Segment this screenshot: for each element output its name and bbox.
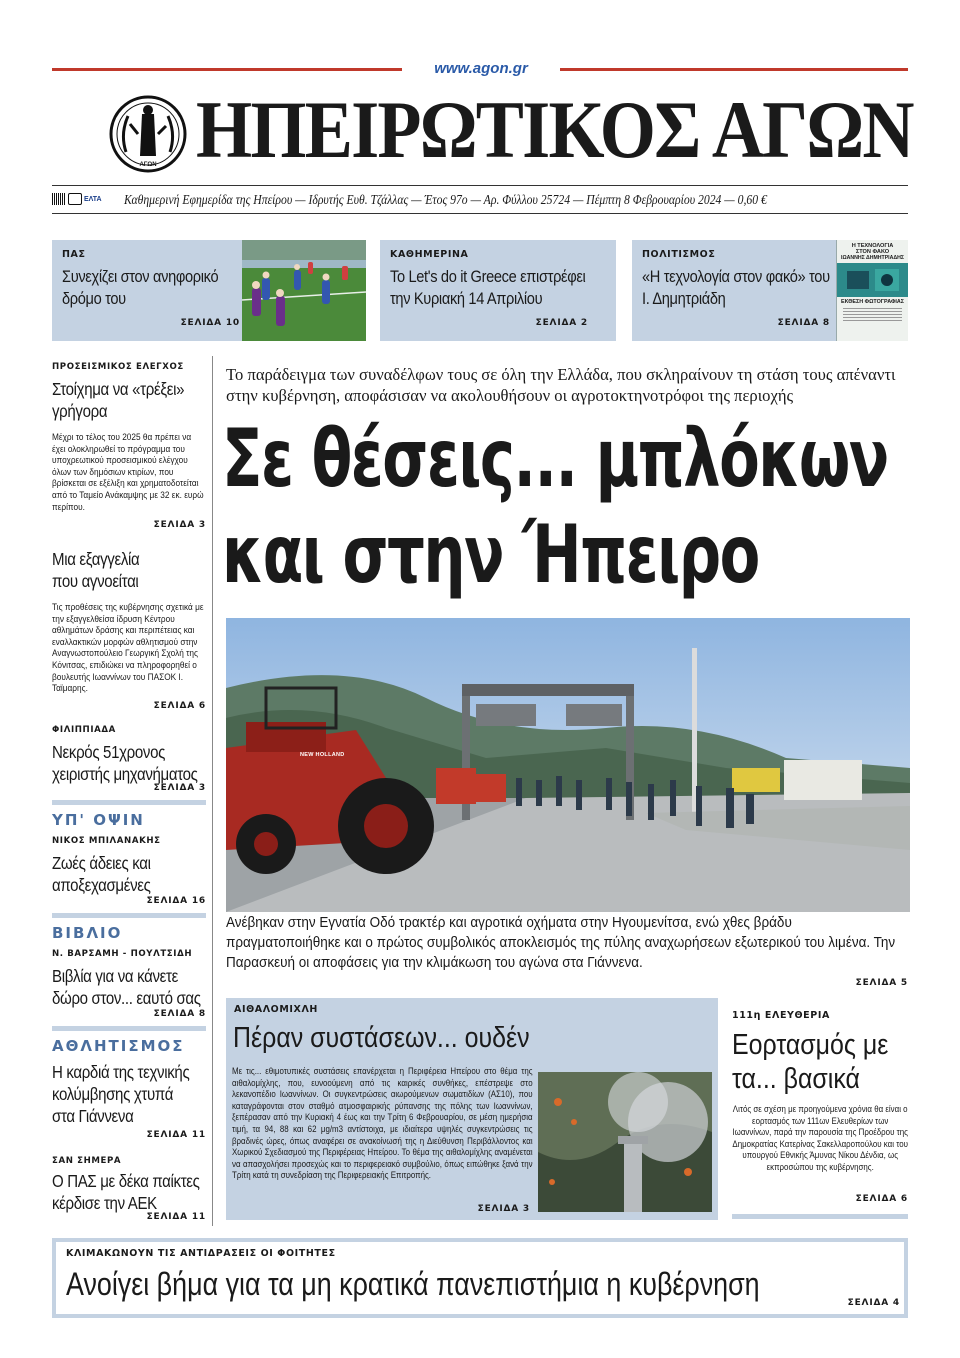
tractor-sign: NEW HOLLAND: [300, 752, 345, 758]
teaser-box-2[interactable]: [380, 240, 616, 341]
liberation-divider: [732, 1214, 908, 1219]
teaser-kicker: ΠΑΣ: [62, 249, 86, 260]
sidebar-title[interactable]: Μια εξαγγελία που αγνοείται: [52, 549, 140, 591]
teaser-box-1[interactable]: [52, 240, 366, 341]
teaser-page-ref: ΣΕΛΙΔΑ 8: [777, 318, 830, 328]
liberation-page-ref: ΣΕΛΙΔΑ 6: [855, 1194, 908, 1204]
sidebar-title[interactable]: Νεκρός 51χρονος χειριστής μηχανήματος: [52, 742, 198, 784]
sidebar-page-ref: ΣΕΛΙΔΑ 6: [153, 701, 206, 711]
smog-photo: [538, 1072, 712, 1212]
smog-page-ref: ΣΕΛΙΔΑ 3: [477, 1204, 530, 1214]
sidebar-kicker: ΠΡΟΣΕΙΣΜΙΚΟΣ ΕΛΕΓΧΟΣ: [52, 362, 184, 372]
lead-headline-line-2: και στην Ήπειρο: [222, 508, 759, 601]
lead-deck: Το παράδειγμα των συναδέλφων τους σε όλη την Ελλάδα, που σκληραίνουν τη στάση τους απέναντι στην κυβέρνηση, αποφάσισαν να ακολουθήσουν οι αγροτοκτηνοτρόφοι της περιοχής: [226, 365, 896, 405]
section-heading: ΥΠ' ΟΨΙΝ: [52, 811, 145, 829]
sidebar-body: Τις προθέσεις της κυβέρνησης σχετικά με την εξαγγελθείσα ίδρυση Κέντρου αθλημάτων δράσης και περιπέτειας και εναλλακτικών μορφών αθλητισμού στην Αναγνωστοπούλειο Γεωργική Σχολή της Κόνιτσας, επιδιώκει να πληροφορηθεί ο βουλευτής Ιωαννίνων του ΠΑΣΟΚ Ι. Ταϊμαρης.: [52, 602, 204, 694]
sidebar-author: ΝΙΚΟΣ ΜΠΙΛΑΝΑΚΗΣ: [52, 836, 161, 846]
elta-badge: ΕΛΤΑ: [84, 195, 102, 203]
teaser-page-ref: ΣΕΛΙΔΑ 10: [180, 318, 240, 328]
sidebar-page-ref: ΣΕΛΙΔΑ 8: [153, 1009, 206, 1019]
teaser-kicker: ΠΟΛΙΤΙΣΜΟΣ: [642, 249, 716, 260]
sidebar-title[interactable]: Στοίχημα να «τρέξει» γρήγορα: [52, 379, 185, 421]
masthead-title: ΗΠΕΙΡΩΤΙΚΟΣ ΑΓΩΝ: [196, 84, 913, 175]
subline: Καθημερινή Εφημερίδα της Ηπείρου — Ιδρυτής Ευθ. Τζάλλας — Έτος 97ο — Αρ. Φύλλου 25724 — Πέμπτη 8 Φεβρουαρίου 2024 — 0,60 €: [124, 192, 767, 207]
teaser-box-3[interactable]: [632, 240, 908, 341]
liberation-body: Λιτός σε σχέση με προηγούμενα χρόνια θα είναι ο εορτασμός των 111ων Ελευθερίων των Ιωαννίνων, παρά την παρουσία της Προέδρου της Δημοκρατίας Κατερίνας Σακελλαροπούλου και του υπουργού Εθνικής Άμυνας Νίκου Δένδια, ως εκπροσώπου της κυβέρνησης.: [732, 1104, 908, 1172]
liberation-kicker: 111η ΕΛΕΥΘΕΡΙΑ: [732, 1010, 830, 1021]
sidebar-kicker: ΣΑΝ ΣΗΜΕΡΑ: [52, 1156, 122, 1166]
teaser-title: «Η τεχνολογία στον φακό» του Ι. Δημητριάδη: [642, 267, 830, 308]
football-photo: [242, 240, 366, 341]
poster-photo: [837, 263, 908, 297]
lead-page-ref: ΣΕΛΙΔΑ 5: [855, 978, 908, 988]
sidebar-body: Μέχρι το τέλος του 2025 θα πρέπει να έχει ολοκληρωθεί το πρόγραμμα του υποχρεωτικού προσεισμικού ελέγχου όλων των δημόσιων κτιρίων, που βρίσκεται σε εξέλιξη και χρηματοδοτείται από το Ταμείο Ανάκαμψης με 32 εκ. ευρώ περίπου.: [52, 432, 204, 512]
sidebar-title[interactable]: Ζωές άδειες και αποξεχασμένες: [52, 853, 151, 895]
poster-line: ΕΚΘΕΣΗ ΦΩΤΟΓΡΑΦΙΑΣ: [840, 299, 905, 305]
barcode-icon: [52, 193, 66, 205]
teaser-title: Το Let's do it Greece επιστρέφει την Κυριακή 14 Απριλίου: [390, 267, 586, 308]
bottom-story-box[interactable]: [52, 1238, 908, 1318]
masthead-rule-top: [52, 185, 908, 186]
top-rule-right: [560, 68, 908, 71]
bottom-kicker: ΚΛΙΜΑΚΩΝΟΥΝ ΤΙΣ ΑΝΤΙΔΡΑΣΕΙΣ ΟΙ ΦΟΙΤΗΤΕΣ: [66, 1248, 336, 1259]
smog-story-box[interactable]: [226, 998, 718, 1220]
sidebar-page-ref: ΣΕΛΙΔΑ 3: [153, 783, 206, 793]
site-url-link[interactable]: www.agon.gr: [434, 60, 528, 77]
sidebar-author: Ν. ΒΑΡΣΑΜΗ - ΠΟΥΛΤΣΙΔΗ: [52, 949, 193, 959]
sidebar-title[interactable]: Βιβλία για να κάνετε δώρο στον... εαυτό σας: [52, 966, 201, 1008]
smog-title: Πέραν συστάσεων... ουδέν: [233, 1022, 530, 1054]
liberation-story[interactable]: [732, 998, 908, 1220]
masthead-logo: [108, 94, 188, 174]
teaser-title: Συνεχίζει στον ανηφορικό δρόμο του: [62, 267, 219, 308]
sidebar-divider: [52, 1026, 206, 1031]
section-heading: ΒΙΒΛΙΟ: [52, 924, 123, 942]
lead-headline-line-1: Σε θέσεις... μπλόκων: [222, 412, 888, 505]
sidebar-divider: [52, 800, 206, 805]
sidebar-page-ref: ΣΕΛΙΔΑ 16: [146, 896, 206, 906]
top-rule-left: [52, 68, 402, 71]
stamp-icon: [68, 193, 82, 205]
smog-kicker: ΑΙΘΑΛΟΜΙΧΛΗ: [234, 1004, 318, 1015]
sidebar-page-ref: ΣΕΛΙΔΑ 11: [146, 1130, 206, 1140]
lead-photo: [226, 618, 910, 912]
sidebar-vertical-rule: [212, 356, 213, 1226]
teaser-page-ref: ΣΕΛΙΔΑ 2: [535, 318, 588, 328]
sidebar-title[interactable]: Ο ΠΑΣ με δέκα παίκτες κέρδισε την ΑΕΚ: [52, 1171, 200, 1213]
sidebar-kicker: ΦΙΛΙΠΠΙΑΔΑ: [52, 725, 116, 735]
sidebar-title[interactable]: Η καρδιά της τεχνικής κολύμβησης χτυπά στα Γιάννενα: [52, 1062, 190, 1126]
smog-body: Με τις... εθιμοτυπικές συστάσεις επανέρχεται η Περιφέρεια Ηπείρου στο θέμα της αιθαλομίχλης, που, ευνοούμενη από τις καιρικές συνθήκες, επέστρεψε στο λεκανοπέδιο Ιωαννίνων. Οι συγκεντρώσεις αιωρούμενων σωματιδίων (ΑΣ10), που καταγράφονται στον σταθμό ατμοσφαιρικής ρύπανσης της πόλης των Ιωαννίνων, ξεπέρασαν από την Κυριακή 4 έως και την Τρίτη 6 Φεβρουαρίου, σε μέση ημερήσια τιμή, τα 94, 88 και 62 μg/m3 αντίστοιχα, με ιδιαίτερα υψηλές συγκεντρώσεις τις βραδινές ώρες, όπως αναφέρει σε ανακοίνωσή της η Διεύθυνση Περιβάλλοντος και Χωρικού Σχεδιασμού της Περιφέρειας Ηπείρου. Το θέμα της αιθαλομίχλης αναμένεται να απασχολήσει προσεχώς και το περιφερειακό συμβούλιο, όπως ειπώθηκε ξανά την Τρίτη κατά τη συνεδρίαση της Περιφερειακής Επιτροπής.: [232, 1066, 533, 1181]
liberation-title: Εορτασμός με τα... βασικά: [732, 1029, 889, 1095]
poster-line: ΙΩΑΝΝΗΣ ΔΗΜΗΤΡΙΑΔΗΣ: [841, 255, 904, 261]
lead-caption: Ανέβηκαν στην Εγνατία Οδό τρακτέρ και αγροτικά οχήματα στην Ηγουμενίτσα, ενώ χθες βράδυ πραγματοποιήθηκε και ο πρώτος συμβολικός αποκλεισμός της πύλης αναχωρήσεων εξωτερικού του λιμένα. Την Παρασκευή οι αποφάσεις για την κλιμάκωση του αγώνα στα Γιάννενα.: [226, 914, 896, 971]
sidebar-divider: [52, 913, 206, 918]
sidebar: [52, 356, 212, 1226]
poster-line: Η ΤΕΧΝΟΛΟΓΙΑ: [851, 243, 894, 249]
masthead-rule-bottom: [52, 213, 908, 214]
teaser-kicker: ΚΑΘΗΜΕΡΙΝΑ: [390, 249, 469, 260]
logo-text: ΑΓΩΝ: [139, 162, 157, 168]
bottom-title: Ανοίγει βήμα για τα μη κρατικά πανεπιστήμια η κυβέρνηση: [66, 1266, 760, 1302]
postal-badge: [52, 191, 114, 207]
bottom-page-ref: ΣΕΛΙΔΑ 4: [847, 1298, 900, 1308]
sidebar-page-ref: ΣΕΛΙΔΑ 11: [146, 1212, 206, 1222]
sidebar-page-ref: ΣΕΛΙΔΑ 3: [153, 520, 206, 530]
exhibition-poster: [836, 240, 908, 341]
poster-fine-print: [843, 308, 902, 322]
poster-line: ΣΤΟΝ ΦΑΚΟ: [855, 249, 890, 255]
section-heading: ΑΘΛΗΤΙΣΜΟΣ: [52, 1037, 185, 1055]
